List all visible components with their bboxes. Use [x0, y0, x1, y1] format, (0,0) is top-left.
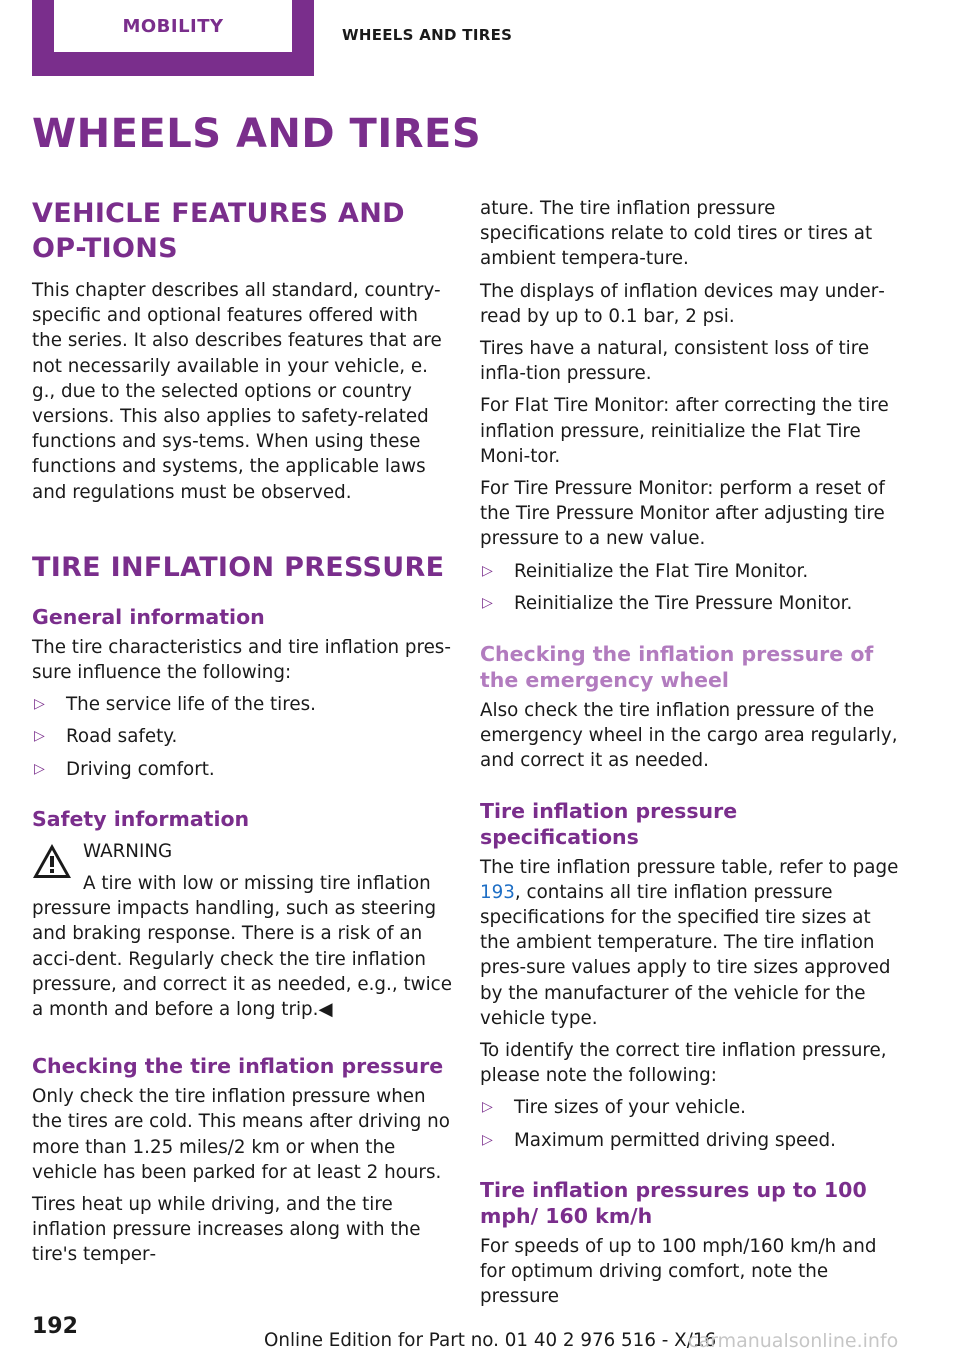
list-item: ▷ Maximum permitted driving speed. — [480, 1128, 900, 1153]
tire-inflation-heading: TIRE INFLATION PRESSURE — [32, 551, 445, 583]
warning-triangle-icon — [32, 843, 72, 879]
general-information-intro: The tire characteristics and tire inflation pres‐sure influence the following: — [32, 636, 451, 684]
checking-pressure-p2: Tires heat up while driving, and the tire inflation pressure increases along with the tire's temper‐ — [32, 1194, 421, 1266]
safety-information-heading: Safety information — [32, 806, 250, 831]
section-header: WHEELS AND TIRES — [342, 26, 513, 44]
pressure-specs-heading: Tire inflation pressure specifications — [480, 798, 738, 849]
warning-text: A tire with low or missing tire inflation pressure impacts handling, such as steering and braking response. There is a risk of an acci‐dent. Regularly check the tire inflation pressure, and correct it as needed, e.g., twice a month and before a long trip.◀ — [32, 873, 452, 1021]
warning-label: WARNING — [83, 840, 173, 862]
up-to-100-heading: Tire inflation pressures up to 100 mph/ 160 km/h — [480, 1177, 867, 1228]
watermark: carmanualsonline.info — [688, 1330, 899, 1352]
emergency-wheel-heading: Checking the inflation pressure of the emergency wheel — [480, 642, 874, 693]
checking-pressure-heading: Checking the tire inflation pressure — [32, 1054, 444, 1079]
identify-list — [480, 1095, 900, 1152]
bullet-icon: ▷ — [482, 1131, 493, 1148]
page-title: WHEELS AND TIRES — [32, 111, 482, 157]
list-item: ▷ Road safety. — [32, 724, 452, 749]
bullet-icon: ▷ — [34, 760, 45, 777]
emergency-wheel-body: Also check the tire inflation pressure of the emergency wheel in the cargo area regularly, and correct it as needed. — [480, 700, 898, 772]
list-item: ▷ Reinitialize the Flat Tire Monitor. — [480, 559, 900, 584]
bullet-icon: ▷ — [34, 728, 45, 745]
reset-list — [480, 559, 900, 616]
bullet-icon: ▷ — [482, 594, 493, 611]
influence-list — [32, 692, 452, 782]
identify-text: To identify the correct tire inflation pressure, please note the following: — [480, 1040, 887, 1087]
vehicle-features-body: This chapter describes all standard, country-specific and optional features offered with the series. It also describes features that are not necessarily available in your vehicle, e. g., due to the selected options or country versions. This also applies to safety-related functions and sys‐tems. When using these functions and systems, the applicable laws and regulations must be observed. — [32, 280, 442, 503]
flat-tire-monitor-text: For Flat Tire Monitor: after correcting the tire inflation pressure, reinitialize the Flat Tire Moni‐tor. — [480, 395, 889, 467]
cold-tires-text: ature. The tire inflation pressure specifications relate to cold tires or tires at ambient tempera‐ture. — [480, 198, 873, 270]
list-item: ▷ Reinitialize the Tire Pressure Monitor. — [480, 591, 900, 616]
page-number: 192 — [32, 1314, 78, 1339]
list-item: ▷ Driving comfort. — [32, 757, 452, 782]
chapter-tab — [32, 0, 314, 76]
warning-block — [32, 839, 452, 1022]
bullet-icon: ▷ — [482, 562, 493, 579]
page-193-link[interactable]: 193 — [480, 881, 515, 903]
bullet-icon: ▷ — [482, 1099, 493, 1116]
bullet-icon: ▷ — [34, 696, 45, 713]
up-to-100-body: For speeds of up to 100 mph/160 km/h and for optimum driving comfort, note the pressure — [480, 1235, 877, 1308]
left-column — [32, 196, 452, 1268]
under-read-text: The displays of inflation devices may under‐read by up to 0.1 bar, 2 psi. — [480, 280, 885, 327]
right-column — [480, 196, 900, 1310]
vehicle-features-heading: VEHICLE FEATURES AND OP‐TIONS — [32, 198, 405, 264]
tire-pressure-monitor-text: For Tire Pressure Monitor: perform a reset of the Tire Pressure Monitor after adjusting tire pressure to a new value. — [480, 478, 885, 550]
list-item: ▷ Tire sizes of your vehicle. — [480, 1095, 900, 1120]
pressure-specs-body: The tire inflation pressure table, refer to page 193, contains all tire inflation pressure specifications for the specified tire sizes at the ambient temperature. The tire inflation pres‐sure values apply to tire sizes approved by the manufacturer of the vehicle for the vehicle type. — [480, 856, 899, 1029]
list-item: ▷ The service life of the tires. — [32, 692, 452, 717]
general-information-heading: General information — [32, 604, 265, 629]
checking-pressure-p1: Only check the tire inflation pressure when the tires are cold. This means after driving no more than 1.25 miles/2 km or when the vehicle has been parked for at least 2 hours. — [32, 1086, 450, 1183]
natural-loss-text: Tires have a natural, consistent loss of tire infla‐tion pressure. — [480, 338, 870, 385]
chapter-tab-label: MOBILITY — [54, 0, 292, 52]
edition-footer: Online Edition for Part no. 01 40 2 976 516 - X/16 — [264, 1330, 717, 1351]
